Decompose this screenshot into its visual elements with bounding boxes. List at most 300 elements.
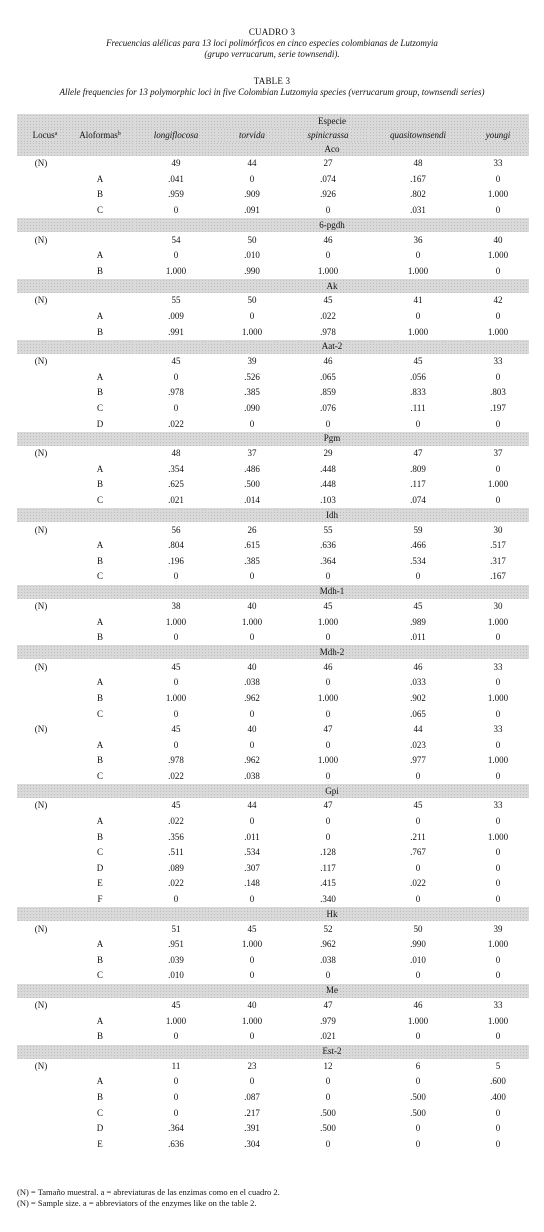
sample-size-label: (N): [34, 158, 48, 169]
frequency-cell: 1.000: [241, 616, 263, 627]
frequency-cell: 26: [247, 524, 257, 535]
frequency-cell: 0: [415, 894, 421, 905]
frequency-cell: 1.000: [487, 692, 509, 703]
sample-size-label: [17, 1090, 65, 1106]
allele-cell: D: [96, 1123, 104, 1134]
frequency-cell: .197: [490, 403, 506, 414]
locus-band-row: [17, 645, 529, 659]
frequency-cell: 0: [415, 311, 421, 322]
allele-cell: B: [96, 755, 103, 766]
frequency-cell: .021: [320, 1031, 336, 1042]
locus-name: Ak: [135, 279, 529, 293]
table-row: [17, 998, 529, 1014]
locus-band-row: [17, 432, 529, 446]
frequency-cell: .022: [168, 770, 184, 781]
table-row: [17, 845, 529, 861]
allele-cell: [65, 798, 135, 814]
table-row: [17, 446, 529, 462]
table-row: [17, 1013, 529, 1029]
locus-band-row: [17, 907, 529, 921]
frequency-cell: .356: [168, 831, 184, 842]
table-row: [17, 753, 529, 769]
allele-cell: B: [96, 265, 103, 276]
frequency-cell: 0: [325, 571, 331, 582]
footnote-en: (N) = Sample size. a = abbreviators of the enzymes like on the table 2.: [17, 1198, 257, 1208]
frequency-cell: 46: [413, 1000, 423, 1011]
frequency-cell: .978: [168, 387, 184, 398]
sample-size-label: [17, 203, 65, 219]
frequency-cell: .385: [244, 387, 260, 398]
frequency-cell: 1.000: [487, 250, 509, 261]
locus-name: Me: [135, 984, 529, 998]
locus-band-row: [17, 218, 529, 232]
sample-size-label: (N): [34, 295, 48, 306]
frequency-cell: .211: [410, 831, 426, 842]
heading-english: [0, 76, 544, 98]
table-row: [17, 892, 529, 908]
allele-cell: A: [96, 250, 104, 261]
allele-cell: [65, 354, 135, 370]
frequency-cell: 46: [323, 356, 333, 367]
frequency-cell: .076: [320, 403, 336, 414]
frequency-cell: 0: [495, 371, 501, 382]
table-row: [17, 354, 529, 370]
allele-cell: C: [96, 970, 103, 981]
frequency-cell: .962: [244, 755, 260, 766]
frequency-cell: .022: [168, 878, 184, 889]
frequency-cell: 40: [493, 234, 503, 245]
table-row: [17, 203, 529, 219]
allele-cell: C: [96, 1107, 103, 1118]
especie-header-row: [17, 114, 529, 128]
frequency-cell: .304: [244, 1138, 260, 1149]
sample-size-label: [17, 401, 65, 417]
allele-cell: D: [96, 418, 104, 429]
table-row: [17, 937, 529, 953]
sample-size-label: [17, 1013, 65, 1029]
frequency-cell: 0: [415, 862, 421, 873]
frequency-cell: .089: [168, 862, 184, 873]
frequency-cell: 0: [249, 632, 255, 643]
sample-size-label: [17, 630, 65, 646]
frequency-cell: 33: [493, 724, 503, 735]
frequency-cell: .128: [320, 847, 336, 858]
table-row: [17, 829, 529, 845]
frequency-cell: 0: [249, 708, 255, 719]
locus-band-row: [17, 984, 529, 998]
sample-size-label: [17, 1074, 65, 1090]
allele-cell: A: [96, 739, 104, 750]
frequency-cell: 0: [415, 770, 421, 781]
frequency-cell: 37: [247, 448, 257, 459]
locus-band-row: [17, 340, 529, 354]
frequency-cell: 0: [173, 1076, 179, 1087]
footnote-es: (N) = Tamaño muestral. a = abreviaturas de las enzimas como en el cuadro 2.: [17, 1187, 280, 1197]
frequency-cell: 0: [495, 816, 501, 827]
frequency-cell: 30: [493, 600, 503, 611]
table-row: [17, 921, 529, 937]
frequency-cell: .486: [244, 463, 260, 474]
allele-cell: B: [96, 1091, 103, 1102]
frequency-cell: .990: [244, 265, 260, 276]
frequency-cell: 1.000: [165, 616, 187, 627]
frequency-cell: .991: [168, 326, 184, 337]
frequency-cell: 6: [415, 1060, 421, 1071]
allele-cell: D: [96, 862, 104, 873]
frequency-cell: 1.000: [487, 189, 509, 200]
allele-cell: C: [96, 847, 103, 858]
frequency-cell: 0: [325, 831, 331, 842]
allele-cell: F: [97, 894, 103, 905]
table-row: [17, 1105, 529, 1121]
allele-cell: A: [96, 1015, 104, 1026]
frequency-cell: 0: [173, 403, 179, 414]
frequency-cell: 52: [323, 923, 333, 934]
locus-name: Idh: [135, 508, 529, 522]
frequency-cell: 0: [415, 571, 421, 582]
table-row: [17, 691, 529, 707]
allele-cell: E: [97, 878, 103, 889]
frequency-cell: .009: [168, 311, 184, 322]
frequency-cell: .909: [244, 189, 260, 200]
frequency-cell: 0: [173, 205, 179, 216]
frequency-cell: 0: [495, 708, 501, 719]
column-header-row: [17, 128, 529, 142]
table-row: [17, 706, 529, 722]
frequency-cell: 0: [415, 1138, 421, 1149]
table-row: [17, 814, 529, 830]
allele-cell: A: [96, 311, 104, 322]
frequency-cell: 30: [493, 524, 503, 535]
table-row: [17, 1121, 529, 1137]
sample-size-label: [17, 553, 65, 569]
allele-cell: A: [96, 939, 104, 950]
frequency-cell: 47: [413, 448, 423, 459]
locus-band-row: [17, 508, 529, 522]
table-row: [17, 401, 529, 417]
frequency-cell: 0: [495, 739, 501, 750]
allele-cell: A: [96, 463, 104, 474]
sample-size-label: [17, 753, 65, 769]
allele-cell: A: [96, 677, 104, 688]
locus-header: Locus$^a$: [17, 128, 65, 142]
sample-size-label: (N): [34, 923, 48, 934]
frequency-cell: 56: [171, 524, 181, 535]
frequency-cell: .517: [490, 540, 506, 551]
table-row: [17, 172, 529, 188]
frequency-cell: .511: [168, 847, 184, 858]
table-row: [17, 416, 529, 432]
frequency-cell: .803: [490, 387, 506, 398]
table-row: [17, 1136, 529, 1152]
table-row: [17, 737, 529, 753]
frequency-cell: 45: [171, 1000, 181, 1011]
frequency-cell: .074: [410, 494, 426, 505]
table-row: [17, 1090, 529, 1106]
table-row: [17, 187, 529, 203]
table-row: [17, 630, 529, 646]
frequency-cell: .804: [168, 540, 184, 551]
frequency-cell: 0: [495, 770, 501, 781]
table-row: [17, 232, 529, 248]
frequency-cell: 0: [415, 970, 421, 981]
frequency-cell: 0: [173, 250, 179, 261]
locus-name: Mdh-2: [135, 645, 529, 659]
frequency-cell: 0: [325, 970, 331, 981]
frequency-cell: 0: [325, 816, 331, 827]
frequency-cell: 55: [171, 295, 181, 306]
allele-cell: [65, 293, 135, 309]
sample-size-label: [17, 264, 65, 280]
frequency-cell: .090: [244, 403, 260, 414]
table-row: [17, 1074, 529, 1090]
sample-size-label: [17, 614, 65, 630]
sample-size-label: (N): [34, 1000, 48, 1011]
frequency-cell: 12: [323, 1060, 333, 1071]
locus-name: Gpi: [135, 784, 529, 798]
frequency-cell: .065: [410, 708, 426, 719]
table-row: [17, 370, 529, 386]
frequency-cell: .962: [320, 939, 336, 950]
frequency-cell: .385: [244, 555, 260, 566]
frequency-cell: .448: [320, 479, 336, 490]
frequency-cell: 33: [493, 158, 503, 169]
frequency-cell: 1.000: [487, 939, 509, 950]
allele-cell: C: [96, 571, 103, 582]
allele-cell: [65, 659, 135, 675]
allele-cell: [65, 998, 135, 1014]
frequency-cell: 0: [249, 894, 255, 905]
frequency-cell: 29: [323, 448, 333, 459]
frequency-cell: .022: [168, 816, 184, 827]
frequency-cell: 44: [413, 724, 423, 735]
heading-spanish: [0, 27, 544, 60]
sample-size-label: [17, 1136, 65, 1152]
sample-size-label: (N): [34, 356, 48, 367]
frequency-cell: .977: [410, 755, 426, 766]
frequency-cell: 0: [325, 418, 331, 429]
frequency-cell: 0: [249, 816, 255, 827]
frequency-cell: .022: [168, 418, 184, 429]
frequency-cell: 0: [173, 371, 179, 382]
sample-size-label: [17, 861, 65, 877]
allele-cell: C: [96, 770, 103, 781]
sample-size-label: [17, 953, 65, 969]
sample-size-label: [17, 675, 65, 691]
frequency-cell: 0: [325, 770, 331, 781]
sample-size-label: [17, 706, 65, 722]
frequency-cell: .091: [244, 205, 260, 216]
frequency-cell: .011: [244, 831, 260, 842]
frequency-cell: .022: [410, 878, 426, 889]
frequency-cell: 0: [495, 494, 501, 505]
frequency-cell: 0: [249, 571, 255, 582]
caption-en-line1: Allele frequencies for 13 polymorphic loci in five Colombian Lutzomyia species (verrucarum group, townsendi series): [59, 87, 485, 97]
species-header-quasitownsendi: quasitownsendi: [369, 128, 467, 142]
frequency-cell: 0: [249, 739, 255, 750]
sample-size-label: [17, 892, 65, 908]
frequency-cell: .448: [320, 463, 336, 474]
sample-size-label: [17, 1121, 65, 1137]
sample-size-label: (N): [34, 524, 48, 535]
footnotes: [17, 1187, 280, 1209]
sample-size-label: [17, 845, 65, 861]
frequency-cell: 0: [249, 173, 255, 184]
frequency-cell: 0: [325, 1091, 331, 1102]
frequency-cell: .364: [320, 555, 336, 566]
frequency-cell: 1.000: [487, 1015, 509, 1026]
frequency-cell: 45: [323, 295, 333, 306]
frequency-cell: 33: [493, 661, 503, 672]
frequency-cell: 40: [247, 600, 257, 611]
table-row: [17, 614, 529, 630]
allele-cell: B: [96, 954, 103, 965]
allele-cell: B: [96, 692, 103, 703]
frequency-cell: .859: [320, 387, 336, 398]
frequency-cell: .111: [410, 403, 426, 414]
locus-name: Aco: [135, 142, 529, 156]
sample-size-label: (N): [34, 661, 48, 672]
frequency-cell: 48: [171, 448, 181, 459]
table-row: [17, 861, 529, 877]
table-row: [17, 522, 529, 538]
sample-size-label: [17, 691, 65, 707]
frequency-cell: 44: [247, 800, 257, 811]
sample-size-label: [17, 248, 65, 264]
frequency-cell: 0: [249, 954, 255, 965]
frequency-cell: 0: [495, 1107, 501, 1118]
frequency-cell: .354: [168, 463, 184, 474]
frequency-cell: 51: [171, 923, 181, 934]
sample-size-label: [17, 370, 65, 386]
sample-size-label: (N): [34, 800, 48, 811]
frequency-cell: .400: [490, 1091, 506, 1102]
frequency-cell: 11: [171, 1060, 181, 1071]
frequency-cell: 0: [325, 708, 331, 719]
table-row: [17, 293, 529, 309]
frequency-cell: 1.000: [407, 265, 429, 276]
frequency-cell: .167: [490, 571, 506, 582]
table-row: [17, 876, 529, 892]
frequency-cell: 1.000: [317, 692, 339, 703]
table-row: [17, 569, 529, 585]
frequency-cell: 47: [323, 724, 333, 735]
frequency-cell: .636: [320, 540, 336, 551]
frequency-cell: 47: [323, 800, 333, 811]
frequency-cell: .415: [320, 878, 336, 889]
frequency-cell: 0: [173, 571, 179, 582]
frequency-cell: .041: [168, 173, 184, 184]
frequency-cell: 0: [495, 894, 501, 905]
frequency-cell: 0: [173, 1031, 179, 1042]
allele-cell: C: [96, 205, 103, 216]
sample-size-label: [17, 416, 65, 432]
frequency-cell: 1.000: [487, 755, 509, 766]
table-row: [17, 248, 529, 264]
frequency-cell: 42: [493, 295, 503, 306]
sample-size-label: [17, 385, 65, 401]
sample-size-label: [17, 462, 65, 478]
frequency-cell: .340: [320, 894, 336, 905]
frequency-cell: 0: [495, 205, 501, 216]
frequency-cell: 0: [495, 463, 501, 474]
frequency-cell: 1.000: [317, 755, 339, 766]
frequency-cell: 45: [413, 800, 423, 811]
frequency-cell: 1.000: [317, 265, 339, 276]
frequency-cell: .500: [320, 1107, 336, 1118]
allele-cell: [65, 599, 135, 615]
frequency-cell: 45: [323, 600, 333, 611]
table-row: [17, 968, 529, 984]
table-row: [17, 264, 529, 280]
frequency-cell: 1.000: [487, 831, 509, 842]
frequency-cell: .534: [244, 847, 260, 858]
species-header-longiflocosa: longiflocosa: [135, 128, 217, 142]
locus-name: Pgm: [135, 432, 529, 446]
frequency-cell: 1.000: [487, 479, 509, 490]
species-header-torvida: torvida: [217, 128, 287, 142]
frequency-cell: .038: [320, 954, 336, 965]
frequency-cell: .636: [168, 1138, 184, 1149]
species-header-youngi: youngi: [467, 128, 529, 142]
frequency-cell: 45: [247, 923, 257, 934]
sample-size-label: [17, 1105, 65, 1121]
frequency-cell: 0: [495, 677, 501, 688]
frequency-cell: .978: [320, 326, 336, 337]
frequency-cell: .103: [320, 494, 336, 505]
frequency-cell: 0: [173, 1107, 179, 1118]
frequency-cell: .990: [410, 939, 426, 950]
especie-header: Especie: [135, 114, 529, 128]
sample-size-label: [17, 538, 65, 554]
allele-cell: B: [96, 189, 103, 200]
allele-cell: B: [96, 831, 103, 842]
frequency-cell: .767: [410, 847, 426, 858]
frequency-cell: 1.000: [165, 692, 187, 703]
sample-size-label: [17, 477, 65, 493]
allele-cell: A: [96, 173, 104, 184]
sample-size-label: [17, 814, 65, 830]
frequency-cell: 33: [493, 1000, 503, 1011]
sample-size-label: [17, 309, 65, 325]
frequency-cell: .117: [410, 479, 426, 490]
table-row: [17, 385, 529, 401]
frequency-cell: .010: [168, 970, 184, 981]
frequency-cell: 1.000: [241, 1015, 263, 1026]
frequency-cell: .038: [244, 770, 260, 781]
locus-name: Est-2: [135, 1045, 529, 1059]
frequency-cell: 0: [415, 816, 421, 827]
frequency-cell: 0: [495, 418, 501, 429]
frequency-cell: 0: [495, 954, 501, 965]
allele-header: Aloformas$^b$: [65, 128, 135, 142]
frequency-cell: 47: [323, 1000, 333, 1011]
table-row: [17, 798, 529, 814]
frequency-cell: 44: [247, 158, 257, 169]
locus-name: Mdh-1: [135, 585, 529, 599]
frequency-cell: 0: [495, 265, 501, 276]
frequency-cell: .117: [320, 862, 336, 873]
allele-cell: C: [96, 494, 103, 505]
frequency-cell: 50: [413, 923, 423, 934]
frequency-cell: 0: [495, 632, 501, 643]
frequency-cell: .600: [490, 1076, 506, 1087]
frequency-cell: 45: [413, 600, 423, 611]
frequency-cell: 33: [493, 800, 503, 811]
frequency-cell: .833: [410, 387, 426, 398]
frequency-cell: 40: [247, 724, 257, 735]
table-row: [17, 769, 529, 785]
